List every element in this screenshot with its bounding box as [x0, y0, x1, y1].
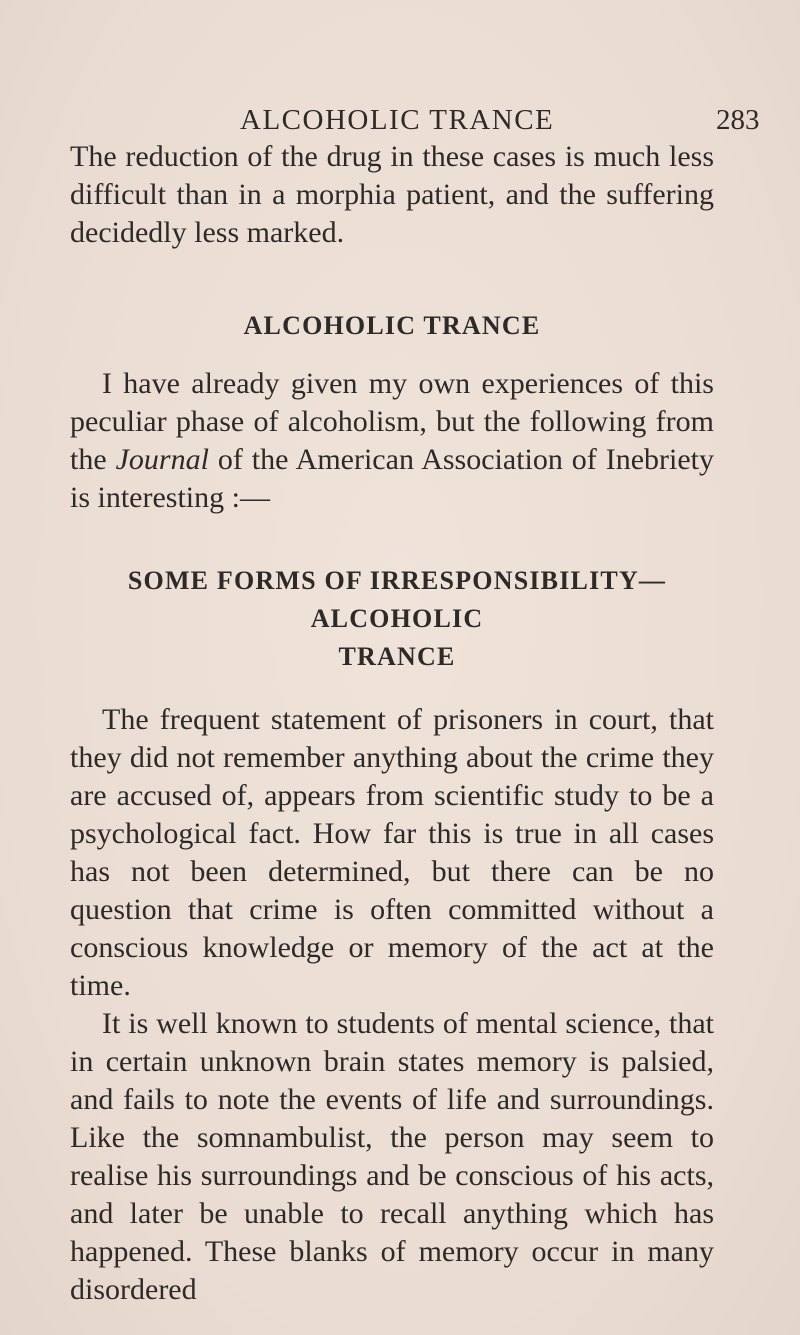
paragraph-experiences: [70, 365, 714, 517]
running-head-title: ALCOHOLIC TRANCE: [240, 104, 555, 136]
journal-italic: Journal: [115, 443, 209, 476]
section-heading: ALCOHOLIC TRANCE: [243, 311, 541, 340]
paragraph-mental-science: It is well known to students of mental science, that in certain unknown brain states memory is palsied, and fails to note the events of life and surroundings. Like the somnambulist, the person may seem to realise his surroundings and be conscious of his acts, and later be unable to recall anything which has happened. These blanks of memory occur in many disordered: [70, 1007, 714, 1306]
paragraph-experiences-text-b: of the American Association of Inebriety is interesting :—: [70, 443, 714, 514]
paragraph-prisoners: The frequent statement of prisoners in court, that they did not remember anything about the crime they are accused of, appears from scientific study to be a psychological fact. How far this is true in all cases has not been determined, but there can be no question that crime is often committed without a conscious knowledge or memory of the act at the time.: [70, 703, 714, 1002]
paragraph-drug-reduction: The reduction of the drug in these cases is much less difficult than in a morphia patient, and the suffering decidedly less marked.: [70, 140, 714, 249]
body-text: [70, 138, 714, 1309]
article-heading-line-1: SOME FORMS OF IRRESPONSIBILITY—ALCOHOLIC: [127, 566, 667, 633]
article-heading: [70, 562, 714, 676]
paragraph-experiences-text-a: I have already given my own experiences of this peculiar phase of alcoholism, but the following from the: [70, 367, 714, 476]
page-number: 283: [716, 104, 760, 136]
article-heading-line-2: TRANCE: [338, 642, 456, 671]
